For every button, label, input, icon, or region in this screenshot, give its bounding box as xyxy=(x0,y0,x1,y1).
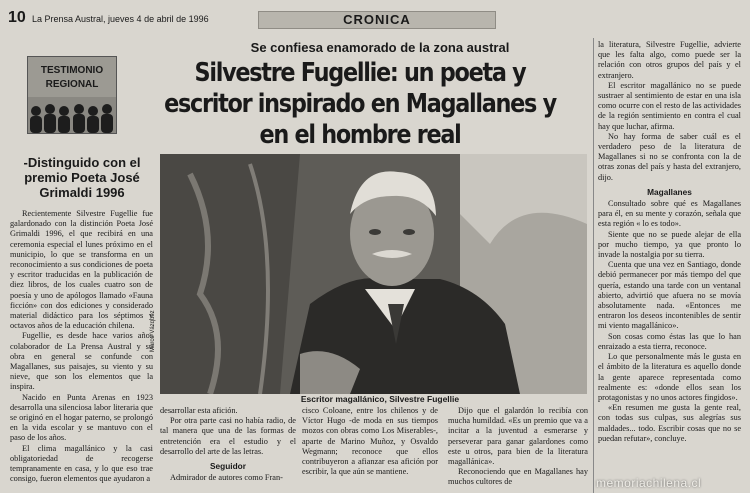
testimonio-regional-badge xyxy=(27,56,117,134)
publication-info: La Prensa Austral, jueves 4 de abril de 1996 xyxy=(32,14,209,24)
article-column-4 xyxy=(448,406,588,488)
col5-paragraph: No hay forma de saber cuál es el verdadero peso de la literatura de Magallanes si no se confronta con la de otras zonas del país y hasta del extranjero, dijo. xyxy=(598,131,741,182)
masthead xyxy=(8,8,742,32)
col4-paragraph: Dijo que el galardón lo recibía con mucha humildad. «Es un premio que va a incitar a la juventud a esmerarse y perseverar para ganar galardones como este u otros, para bien de la literatura magallánica». xyxy=(448,406,588,467)
col2-paragraph: desarrollar esta afición. xyxy=(160,406,238,415)
col5-paragraph: Siente que no se puede alejar de ella por mucho tiempo, ya que pronto lo invade la nostalgia por su tierra. xyxy=(598,229,741,260)
col2-paragraph: Por otra parte casi no había radio, de tal manera que una de las formas de entretención era el estudio y el desarrollo del arte de las letras. xyxy=(160,416,296,456)
col5-paragraph: El escritor magallánico no se puede sustraer al sentimiento de estar en una isla como ocurre con el resto de las actividades de la región sentimiento en contra el cual hay que luchar, afirma. xyxy=(598,80,741,131)
article-column-3 xyxy=(302,406,438,477)
badge-line-1: TESTIMONIO xyxy=(40,65,104,76)
col5-subheading: Magallanes xyxy=(647,186,692,197)
col3-paragraph: cisco Coloane, entre los chilenos y de Víctor Hugo -de moda en sus tiempos mozos con obras como Los Miserables-, aparte de Marino Muñoz, y Osvaldo Wegmann; reconoce que ellos contribuyeron a afianzar esa afición por escribir, la que aún se mantiene. xyxy=(302,406,438,477)
col5-paragraph: Consultado sobre qué es Magallanes para él, en su mente y corazón, señala que esta región « lo es todo». xyxy=(598,199,741,229)
col5-paragraph: «En resumen me gusta la gente real, con todas sus culpas, sus alegrías sus maldades... todo. Escribir cosas que no se puedan refutar», concluye. xyxy=(598,403,741,443)
portrait-image xyxy=(160,154,587,394)
badge-line-2: REGIONAL xyxy=(45,79,99,90)
col5-paragraph: Son cosas como éstas las que lo han enraizado a esta tierra, reconoce. xyxy=(598,331,741,351)
kicker: Se confiesa enamorado de la zona austral xyxy=(250,40,510,55)
portrait-photo xyxy=(160,154,587,394)
crowd-silhouette-icon xyxy=(28,97,116,133)
col1-paragraph: El clima magallánico y la casi obligatoriedad de recogerse tempranamente en casa, y lo que eso trae consigo, fueron elementos que ayudaron a xyxy=(10,443,153,484)
subhead: -Distinguido con el premio Poeta José Grimaldi 1996 xyxy=(23,155,141,200)
col2-paragraph: Admirador de autores como Fran- xyxy=(170,473,283,483)
photo-caption: Escritor magallánico, Silvestre Fugellie xyxy=(300,394,460,404)
col5-paragraph: la literatura, Silvestre Fugellie, advierte que les falta algo, como puede ser la relación con otros grupos del país y el extranjero. xyxy=(598,40,741,80)
col5-paragraph: Lo que personalmente más le gusta en el ámbito de la literatura es aquello donde la gente aparece representada como realmente es: «donde ellos sean los protagonistas y no unos actores fingidos». xyxy=(598,352,741,402)
article-column-5 xyxy=(598,40,741,444)
col1-paragraph: Fugellie, es desde hace varios años colaborador de La Prensa Austral y su obra en general se confunde con Magallanes, sus paisajes, su viento y su nieve, que son los elementos que la inspira. xyxy=(10,331,153,392)
page-number: 10 xyxy=(8,9,26,26)
headline: Silvestre Fugellie: un poeta y escritor inspirado en Magallanes y en el hombre real xyxy=(164,58,556,150)
watermark: memoriachilena.cl xyxy=(596,476,702,490)
col1-paragraph: Nacido en Punta Arenas en 1923 desarrolla una silenciosa labor literaria que se originó en el hogar paterno, se prolongó en la vida escolar y se mantuvo con el paso de los años. xyxy=(10,392,153,443)
article-column-2 xyxy=(160,406,296,483)
col4-paragraph: Reconociendo que en Magallanes hay muchos cultores de xyxy=(448,467,588,487)
photo-credit: Marco Vázquez xyxy=(150,310,156,352)
col5-paragraph: Cuenta que una vez en Santiago, donde debió permanecer por más tiempo del que quería, estando una tarde con un ventanal abierto, advirtió que afuera no se movía absolutamente nada. «Entonces me entraron los deseos incontenibles de sentir mi viento magallánico». xyxy=(598,260,741,331)
column-divider xyxy=(593,38,594,493)
col2-subheading: Seguidor xyxy=(210,461,246,472)
section-title: CRONICA xyxy=(343,12,411,27)
article-column-1 xyxy=(10,209,153,484)
col1-paragraph: Recientemente Silvestre Fugellie fue galardonado con la distinción Poeta José Grimaldi 1996, el que recibirá en una ceremonia especial el lunes próximo en el municipio, lo que se transforma en un reconocimiento a sus condiciones de poeta y escritor traducidas en la publicación de diez libros, de los cuales cuatro son de poesía y uno de apólogos llamado «Fauna ficción» con dos ediciones y considerado material didáctico para los séptimos y octavos años de la educación chilena. xyxy=(10,209,153,331)
section-bar xyxy=(258,11,496,29)
